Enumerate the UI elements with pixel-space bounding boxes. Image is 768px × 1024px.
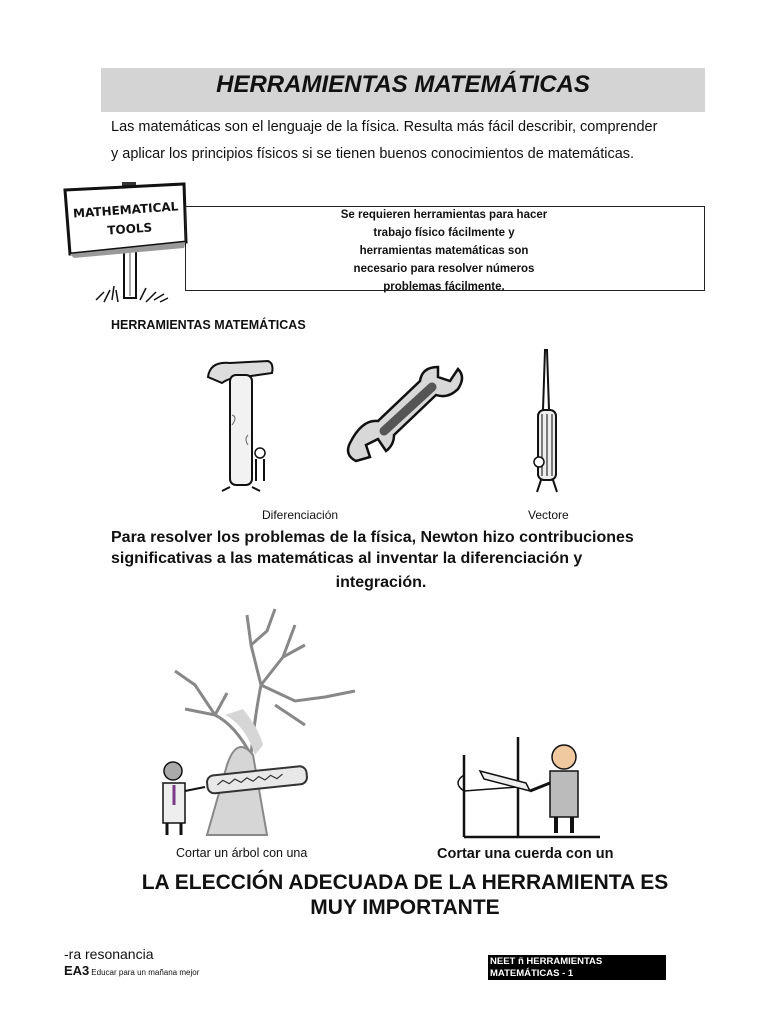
page-title: HERRAMIENTAS MATEMÁTICAS (216, 71, 590, 98)
info-box-line-4: necesario para resolver números (353, 263, 535, 275)
intro-line-2: y aplicar los principios físicos si se tienen buenos conocimientos de matemáticas. (111, 146, 635, 162)
wrench-illustration (340, 365, 470, 465)
footer-publisher: -ra resonancia (64, 946, 154, 962)
footer-brand (64, 963, 199, 978)
footer-page-label-line-1: NEET ñ HERRAMIENTAS (490, 956, 603, 967)
footer-brand-name: EA3 (64, 963, 90, 978)
screwdriver-illustration (525, 350, 575, 495)
conclusion-line-1: LA ELECCIÓN ADECUADA DE LA HERRAMIENTA ES (141, 871, 669, 894)
caption-tree: Cortar un árbol con una (176, 846, 308, 860)
conclusion-heading (100, 870, 710, 920)
conclusion-line-2: MUY IMPORTANTE (310, 896, 500, 919)
info-box-line-3: herramientas matemáticas son (359, 245, 529, 257)
tree-cutting-illustration (155, 605, 370, 840)
caption-vector: Vectore (528, 508, 569, 522)
footer-tagline: Educar para un mañana mejor (91, 968, 200, 977)
newton-paragraph (111, 527, 721, 593)
info-box-line-5: problemas fácilmente. (383, 281, 505, 293)
info-box-line-2: trabajo físico fácilmente y (373, 227, 515, 239)
caption-rope: Cortar una cuerda con un (437, 846, 614, 862)
sign-line-2: TOOLS (106, 220, 153, 238)
section-heading: HERRAMIENTAS MATEMÁTICAS (111, 318, 306, 332)
intro-line-1: Las matemáticas son el lenguaje de la física. Resulta más fácil describir, comprender (111, 119, 658, 135)
info-box-text (185, 206, 703, 296)
paragraph-line-1: Para resolver los problemas de la física, Newton hizo contribuciones (111, 529, 634, 546)
mathematical-tools-sign-illustration (60, 178, 190, 308)
info-box-line-1: Se requieren herramientas para hacer (340, 209, 548, 221)
paragraph-line-3: integración. (335, 574, 427, 591)
sign-line-1: MATHEMATICAL (72, 199, 179, 221)
rope-cutting-illustration (450, 735, 610, 840)
footer-page-label-line-2: MATEMÁTICAS - 1 (490, 968, 574, 979)
footer-page-label (488, 955, 666, 980)
caption-differentiation: Diferenciación (262, 508, 339, 522)
paragraph-line-2: significativas a las matemáticas al inventar la diferenciación y (111, 550, 583, 567)
hammer-illustration (200, 355, 280, 495)
